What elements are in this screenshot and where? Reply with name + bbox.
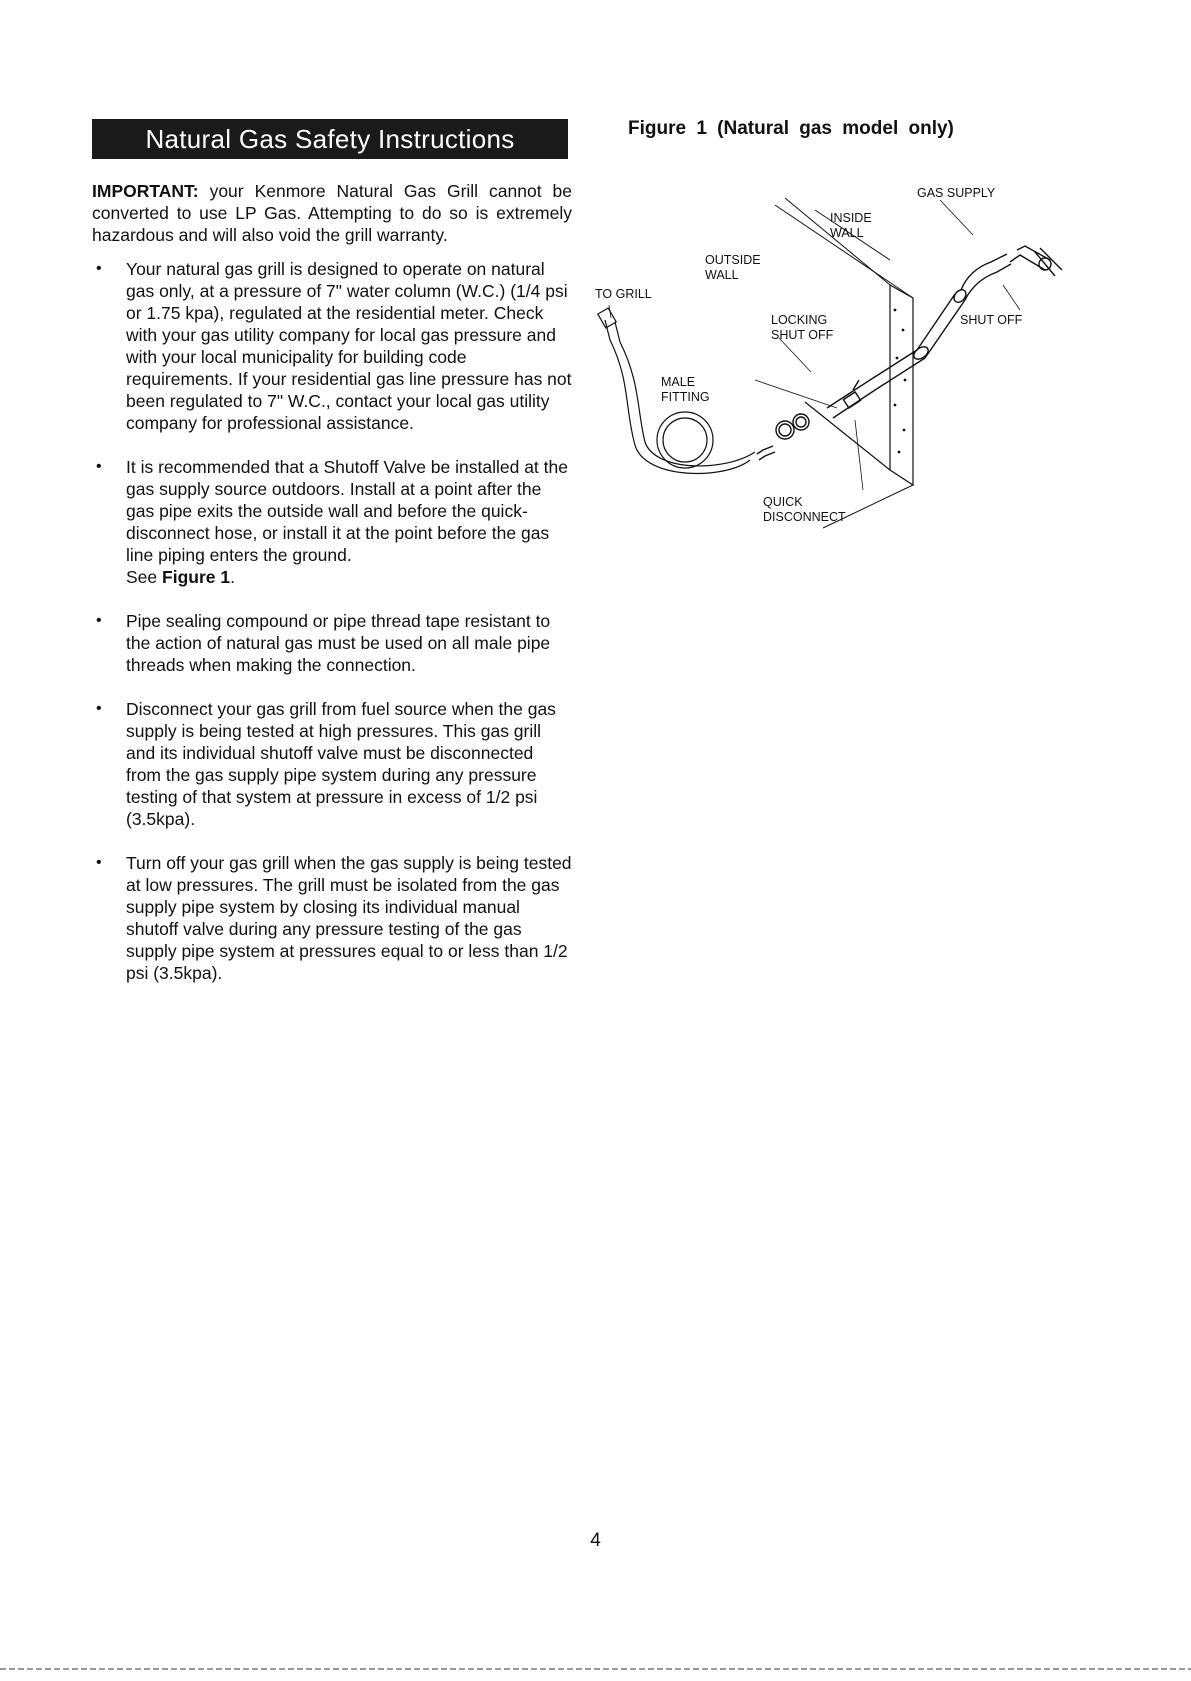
label-locking-2: SHUT OFF	[771, 328, 834, 342]
see-text: See	[126, 567, 158, 587]
label-outside-wall-2: WALL	[705, 268, 739, 282]
label-locking-1: LOCKING	[771, 313, 828, 327]
leader-lines	[609, 200, 1020, 490]
bullet-text: Turn off your gas grill when the gas supply is being tested at low pressures. The grill must be isolated from the gas supply pipe system by closing its individual manual shutoff valve during any pressure testing of the gas supply pipe system at pressures equal to or less than 1/2 psi (3.5kpa).	[126, 853, 572, 983]
bullet-item	[92, 610, 572, 676]
label-male-2: FITTING	[661, 390, 710, 404]
bottom-scan-rule	[0, 1668, 1191, 1670]
label-shut-off: SHUT OFF	[960, 313, 1023, 327]
gas-connection-diagram	[595, 186, 1115, 570]
page-number: 4	[590, 1530, 601, 1551]
instructions-column	[92, 180, 572, 1006]
section-title: Natural Gas Safety Instructions	[92, 119, 568, 159]
important-label: IMPORTANT:	[92, 181, 199, 201]
bullet-dot-icon: •	[96, 612, 102, 629]
important-text: your Kenmore Natural Gas Grill cannot be converted to use LP Gas. Attempting to do so is extremely hazardous and will also void the grill warranty.	[92, 181, 572, 245]
bullet-item	[92, 698, 572, 830]
label-gas-supply: GAS SUPPLY	[917, 186, 996, 200]
bullet-text: It is recommended that a Shutoff Valve be installed at the gas supply source outdoors. Install at a point after the gas pipe exits the outside wall and before the quick-disconnect hose, or install it at the point before the gas line piping enters the ground.	[126, 457, 568, 565]
bullet-text: Pipe sealing compound or pipe thread tape resistant to the action of natural gas must be used on all male pipe threads when making the connection.	[126, 611, 551, 675]
bullet-dot-icon: •	[96, 854, 102, 871]
label-inside-wall-1: INSIDE	[830, 211, 872, 225]
bullet-item: • It is recommended that a Shutoff Valve be installed at the gas supply source outdoors. Install at a point after the gas pipe exits the outside wall and before the quick-disconnect hose, or install it at the point before the gas line piping enters the ground. See Figure 1.	[96, 457, 568, 587]
bullet-item	[92, 852, 572, 984]
label-male-1: MALE	[661, 375, 696, 389]
label-to-grill: TO GRILL	[595, 287, 652, 301]
bullet-text: Your natural gas grill is designed to operate on natural gas only, at a pressure of 7" water column (W.C.) (1/4 psi or 1.75 kpa), regulated at the residential meter. Check with your gas utility company for local gas pressure and with your local municipality for building code requirements. If your residential gas line pressure has not been regulated to 7" W.C., contact your local gas utility company for professional assistance.	[126, 259, 572, 433]
figure-caption: Figure 1 (Natural gas model only)	[628, 118, 954, 139]
bullet-dot-icon: •	[96, 260, 102, 277]
label-inside-wall-2: WALL	[830, 226, 864, 240]
label-quick-1: QUICK	[763, 495, 803, 509]
diagram-svg	[595, 186, 1115, 570]
bullet-text: Disconnect your gas grill from fuel source when the gas supply is being tested at high pressures. This gas grill and its individual shutoff valve must be disconnected from the gas supply pipe system during any pressure testing of that system at pressure in excess of 1/2 psi (3.5kpa).	[126, 699, 556, 829]
bullet-item	[92, 258, 572, 434]
safety-bullet-list	[92, 258, 572, 984]
figure-reference: Figure 1	[162, 567, 231, 587]
bullet-dot-icon: •	[96, 700, 102, 717]
label-quick-2: DISCONNECT	[763, 510, 846, 524]
bullet-dot-icon: •	[96, 458, 102, 475]
wall-drawing	[775, 198, 913, 528]
label-outside-wall-1: OUTSIDE	[705, 253, 761, 267]
important-paragraph	[92, 180, 572, 246]
